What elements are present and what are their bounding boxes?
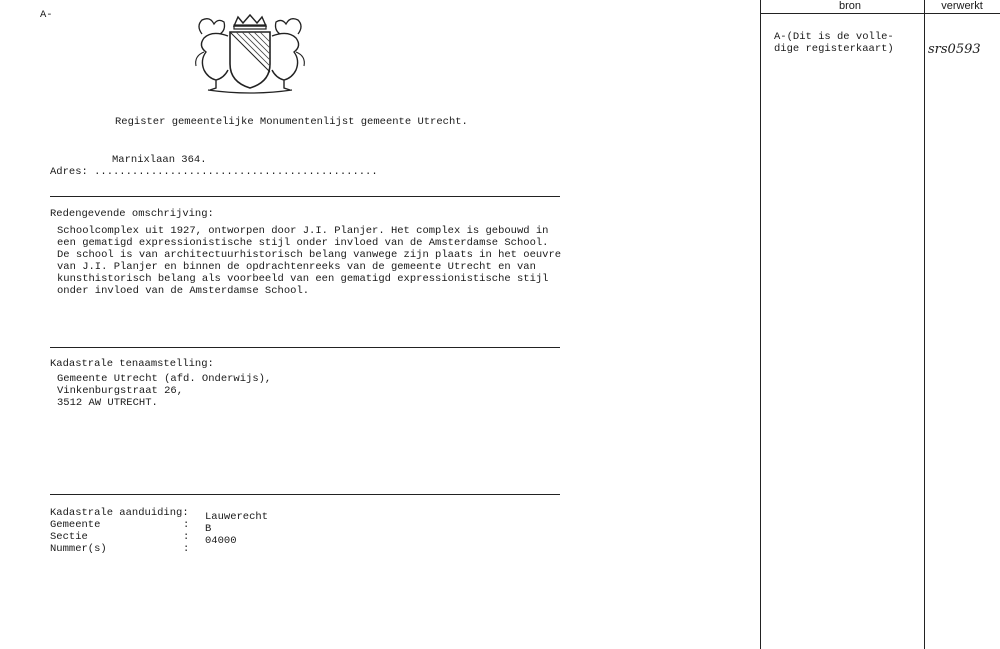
description-label: Redengevende omschrijving: (50, 208, 214, 220)
description-line: kunsthistorisch belang als voorbeeld van een gematigd expressionistische stijl (57, 273, 549, 285)
verwerkt-column-border (924, 0, 925, 649)
owner-line: Gemeente Utrecht (afd. Onderwijs), (57, 373, 272, 385)
bron-column-border (760, 0, 761, 649)
cadastral-value-gemeente: Lauwerecht (205, 511, 269, 523)
header-underline (760, 13, 1000, 14)
owner-line: Vinkenburgstraat 26, (57, 385, 184, 397)
divider-1 (50, 196, 560, 197)
corner-code: A- (40, 9, 53, 21)
cadastral-label-gemeente: Gemeente (50, 519, 101, 531)
cadastral-colon: : (183, 519, 190, 531)
description-line: van J.I. Planjer en binnen de opdrachtenreeks van de gemeente Utrecht en van (57, 261, 536, 273)
cadastral-colon: : (183, 531, 190, 543)
cadastral-heading: Kadastrale aanduiding: (50, 507, 189, 519)
description-line: De school is van architectuurhistorisch belang vanwege zijn plaats in het oeuvre (57, 249, 562, 261)
cadastral-value-nummer: 04000 (205, 535, 237, 547)
address-value: Marnixlaan 364. (112, 154, 207, 166)
owner-label: Kadastrale tenaamstelling: (50, 358, 214, 370)
divider-2 (50, 347, 560, 348)
utrecht-crest-icon (190, 12, 310, 94)
register-title: Register gemeentelijke Monumentenlijst gemeente Utrecht. (115, 116, 468, 128)
cadastral-value-sectie: B (205, 523, 212, 535)
description-line: onder invloed van de Amsterdamse School. (57, 285, 310, 297)
address-label: Adres: ............................................. (50, 166, 378, 178)
description-line: een gematigd expressionistische stijl onder invloed van de Amsterdamse School. (57, 237, 549, 249)
verwerkt-header: verwerkt (941, 0, 983, 12)
bron-header: bron (838, 0, 862, 12)
description-line: Schoolcomplex uit 1927, ontworpen door J.I. Planjer. Het complex is gebouwd in (57, 225, 549, 237)
divider-3 (50, 494, 560, 495)
cadastral-colon: : (183, 543, 190, 555)
bron-entry-line: dige registerkaart) (774, 43, 894, 55)
bron-entry-line: A-(Dit is de volle- (774, 31, 894, 43)
owner-line: 3512 AW UTRECHT. (57, 397, 158, 409)
cadastral-label-nummer: Nummer(s) (50, 543, 107, 555)
cadastral-label-sectie: Sectie (50, 531, 88, 543)
verwerkt-entry: srs0593 (928, 42, 981, 57)
